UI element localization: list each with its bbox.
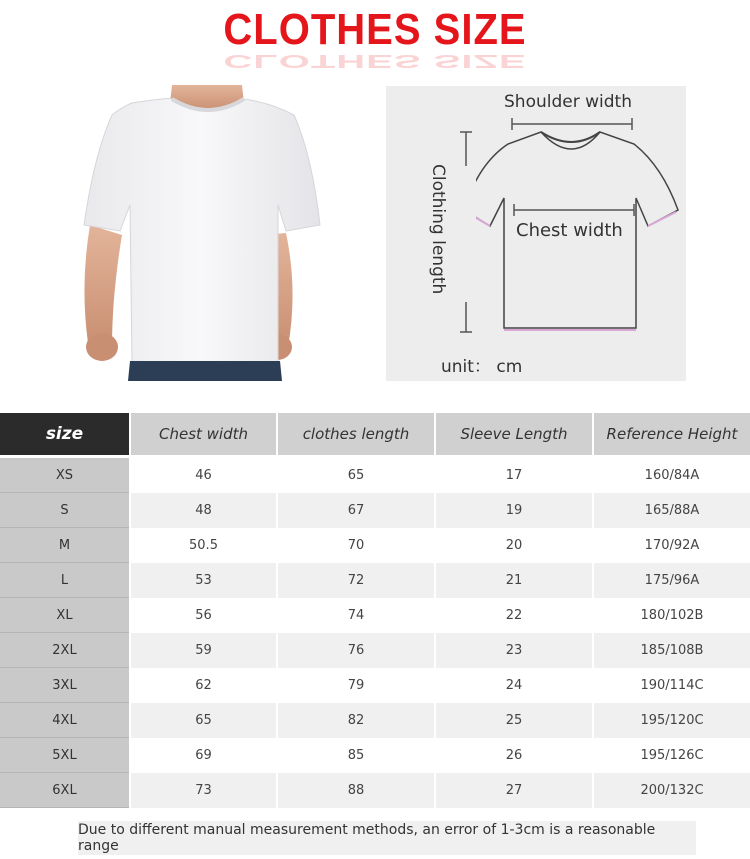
cell-clothes-length: 74	[278, 598, 434, 633]
cell-sleeve-length: 23	[436, 633, 592, 668]
table-row	[0, 528, 750, 563]
table-row	[0, 598, 750, 633]
table-row	[0, 633, 750, 668]
cell-reference-height: 160/84A	[594, 458, 750, 493]
cell-size: 5XL	[0, 738, 129, 773]
cell-chest-width: 65	[131, 703, 276, 738]
cell-size: 4XL	[0, 703, 129, 738]
cell-size: M	[0, 528, 129, 563]
cell-clothes-length: 65	[278, 458, 434, 493]
model-tshirt-image	[72, 85, 334, 381]
table-row	[0, 563, 750, 598]
page-title: CLOTHES SIZE	[223, 5, 527, 54]
cell-reference-height: 165/88A	[594, 493, 750, 528]
cell-chest-width: 56	[131, 598, 276, 633]
cell-size: XS	[0, 458, 129, 493]
table-row	[0, 703, 750, 738]
header-clothes-length: clothes length	[278, 413, 434, 455]
cell-reference-height: 195/120C	[594, 703, 750, 738]
cell-clothes-length: 76	[278, 633, 434, 668]
cell-sleeve-length: 27	[436, 773, 592, 808]
cell-reference-height: 180/102B	[594, 598, 750, 633]
cell-chest-width: 69	[131, 738, 276, 773]
cell-clothes-length: 82	[278, 703, 434, 738]
table-row	[0, 668, 750, 703]
cell-reference-height: 190/114C	[594, 668, 750, 703]
table-row	[0, 493, 750, 528]
cell-chest-width: 48	[131, 493, 276, 528]
cell-reference-height: 195/126C	[594, 738, 750, 773]
model-photo	[72, 85, 334, 381]
shoulder-width-label: Shoulder width	[504, 92, 632, 112]
cell-clothes-length: 72	[278, 563, 434, 598]
header-sleeve-length: Sleeve Length	[436, 413, 592, 455]
cell-sleeve-length: 17	[436, 458, 592, 493]
cell-sleeve-length: 20	[436, 528, 592, 563]
cell-size: 3XL	[0, 668, 129, 703]
clothing-length-label: Clothing length	[428, 164, 448, 295]
cell-clothes-length: 88	[278, 773, 434, 808]
header-reference-height: Reference Height	[594, 413, 750, 455]
cell-chest-width: 62	[131, 668, 276, 703]
cell-sleeve-length: 26	[436, 738, 592, 773]
cell-size: XL	[0, 598, 129, 633]
cell-reference-height: 185/108B	[594, 633, 750, 668]
cell-size: 6XL	[0, 773, 129, 808]
chest-width-label: Chest width	[516, 220, 623, 241]
header-chest-width: Chest width	[131, 413, 276, 455]
cell-reference-height: 200/132C	[594, 773, 750, 808]
unit-label: unit： cm	[441, 357, 523, 377]
cell-chest-width: 73	[131, 773, 276, 808]
table-row	[0, 738, 750, 773]
cell-clothes-length: 79	[278, 668, 434, 703]
cell-size: 2XL	[0, 633, 129, 668]
cell-size: L	[0, 563, 129, 598]
cell-sleeve-length: 19	[436, 493, 592, 528]
measurement-diagram	[386, 86, 686, 381]
header-size: size	[0, 413, 129, 455]
cell-size: S	[0, 493, 129, 528]
cell-sleeve-length: 22	[436, 598, 592, 633]
cell-chest-width: 53	[131, 563, 276, 598]
cell-sleeve-length: 24	[436, 668, 592, 703]
cell-chest-width: 59	[131, 633, 276, 668]
cell-sleeve-length: 21	[436, 563, 592, 598]
measurement-note: Due to different manual measurement methods, an error of 1-3cm is a reasonable range	[78, 821, 696, 855]
cell-clothes-length: 67	[278, 493, 434, 528]
table-row	[0, 458, 750, 493]
page-title-reflection: CLOTHES SIZE	[223, 51, 527, 71]
table-row	[0, 773, 750, 808]
cell-reference-height: 175/96A	[594, 563, 750, 598]
cell-clothes-length: 70	[278, 528, 434, 563]
cell-chest-width: 46	[131, 458, 276, 493]
cell-clothes-length: 85	[278, 738, 434, 773]
cell-reference-height: 170/92A	[594, 528, 750, 563]
cell-chest-width: 50.5	[131, 528, 276, 563]
cell-sleeve-length: 25	[436, 703, 592, 738]
